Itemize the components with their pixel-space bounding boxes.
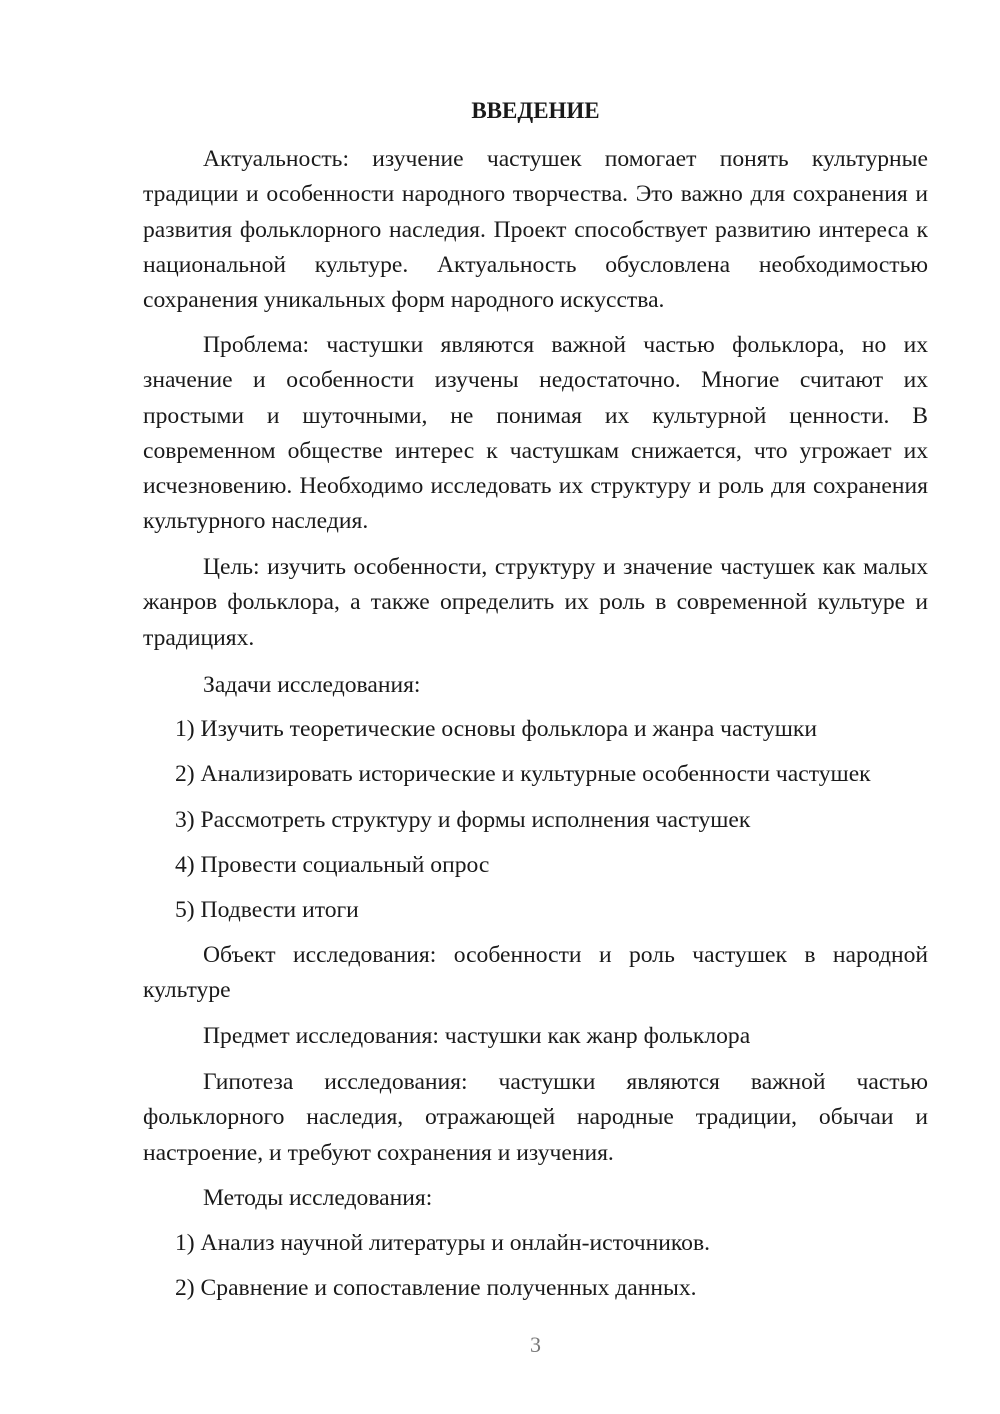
task-item-5: 5) Подвести итоги	[175, 897, 359, 923]
page-number: 3	[530, 1332, 541, 1357]
goal-paragraph: Цель: изучить особенности, структуру и значение частушек как малых жанров фольклора, а также определить их роль в современной культуре и традициях.	[143, 554, 928, 651]
problem-paragraph: Проблема: частушки являются важной частью фольклора, но их значение и особенности изучены недостаточно. Многие считают их простыми и шуточными, не понимая их культурной ценности. В современном обществе интерес к частушкам снижается, что угрожает их исчезновению. Необходимо исследовать их структуру и роль для сохранения культурного наследия.	[143, 332, 928, 535]
methods-heading: Методы исследования:	[203, 1185, 433, 1211]
task-item-3: 3) Рассмотреть структуру и формы исполнения частушек	[175, 807, 751, 833]
relevance-paragraph: Актуальность: изучение частушек помогает понять культурные традиции и особенности народного творчества. Это важно для сохранения и развития фольклорного наследия. Проект способствует развитию интереса к национальной культуре. Актуальность обусловлена необходимостью сохранения уникальных форм народного искусства.	[143, 146, 928, 314]
method-item-2: 2) Сравнение и сопоставление полученных данных.	[175, 1275, 697, 1301]
task-item-2: 2) Анализировать исторические и культурные особенности частушек	[175, 761, 871, 787]
tasks-heading: Задачи исследования:	[203, 672, 421, 698]
task-item-4: 4) Провести социальный опрос	[175, 852, 490, 878]
hypothesis-paragraph: Гипотеза исследования: частушки являются важной частью фольклорного наследия, отражающей народные традиции, обычаи и настроение, и требуют сохранения и изучения.	[143, 1069, 928, 1166]
object-paragraph: Объект исследования: особенности и роль частушек в народной культуре	[143, 942, 928, 1004]
section-title: ВВЕДЕНИЕ	[471, 98, 600, 123]
subject-paragraph: Предмет исследования: частушки как жанр фольклора	[203, 1023, 751, 1049]
task-item-1: 1) Изучить теоретические основы фольклора и жанра частушки	[175, 716, 817, 742]
method-item-1: 1) Анализ научной литературы и онлайн-источников.	[175, 1230, 711, 1256]
document-page	[143, 0, 928, 1414]
